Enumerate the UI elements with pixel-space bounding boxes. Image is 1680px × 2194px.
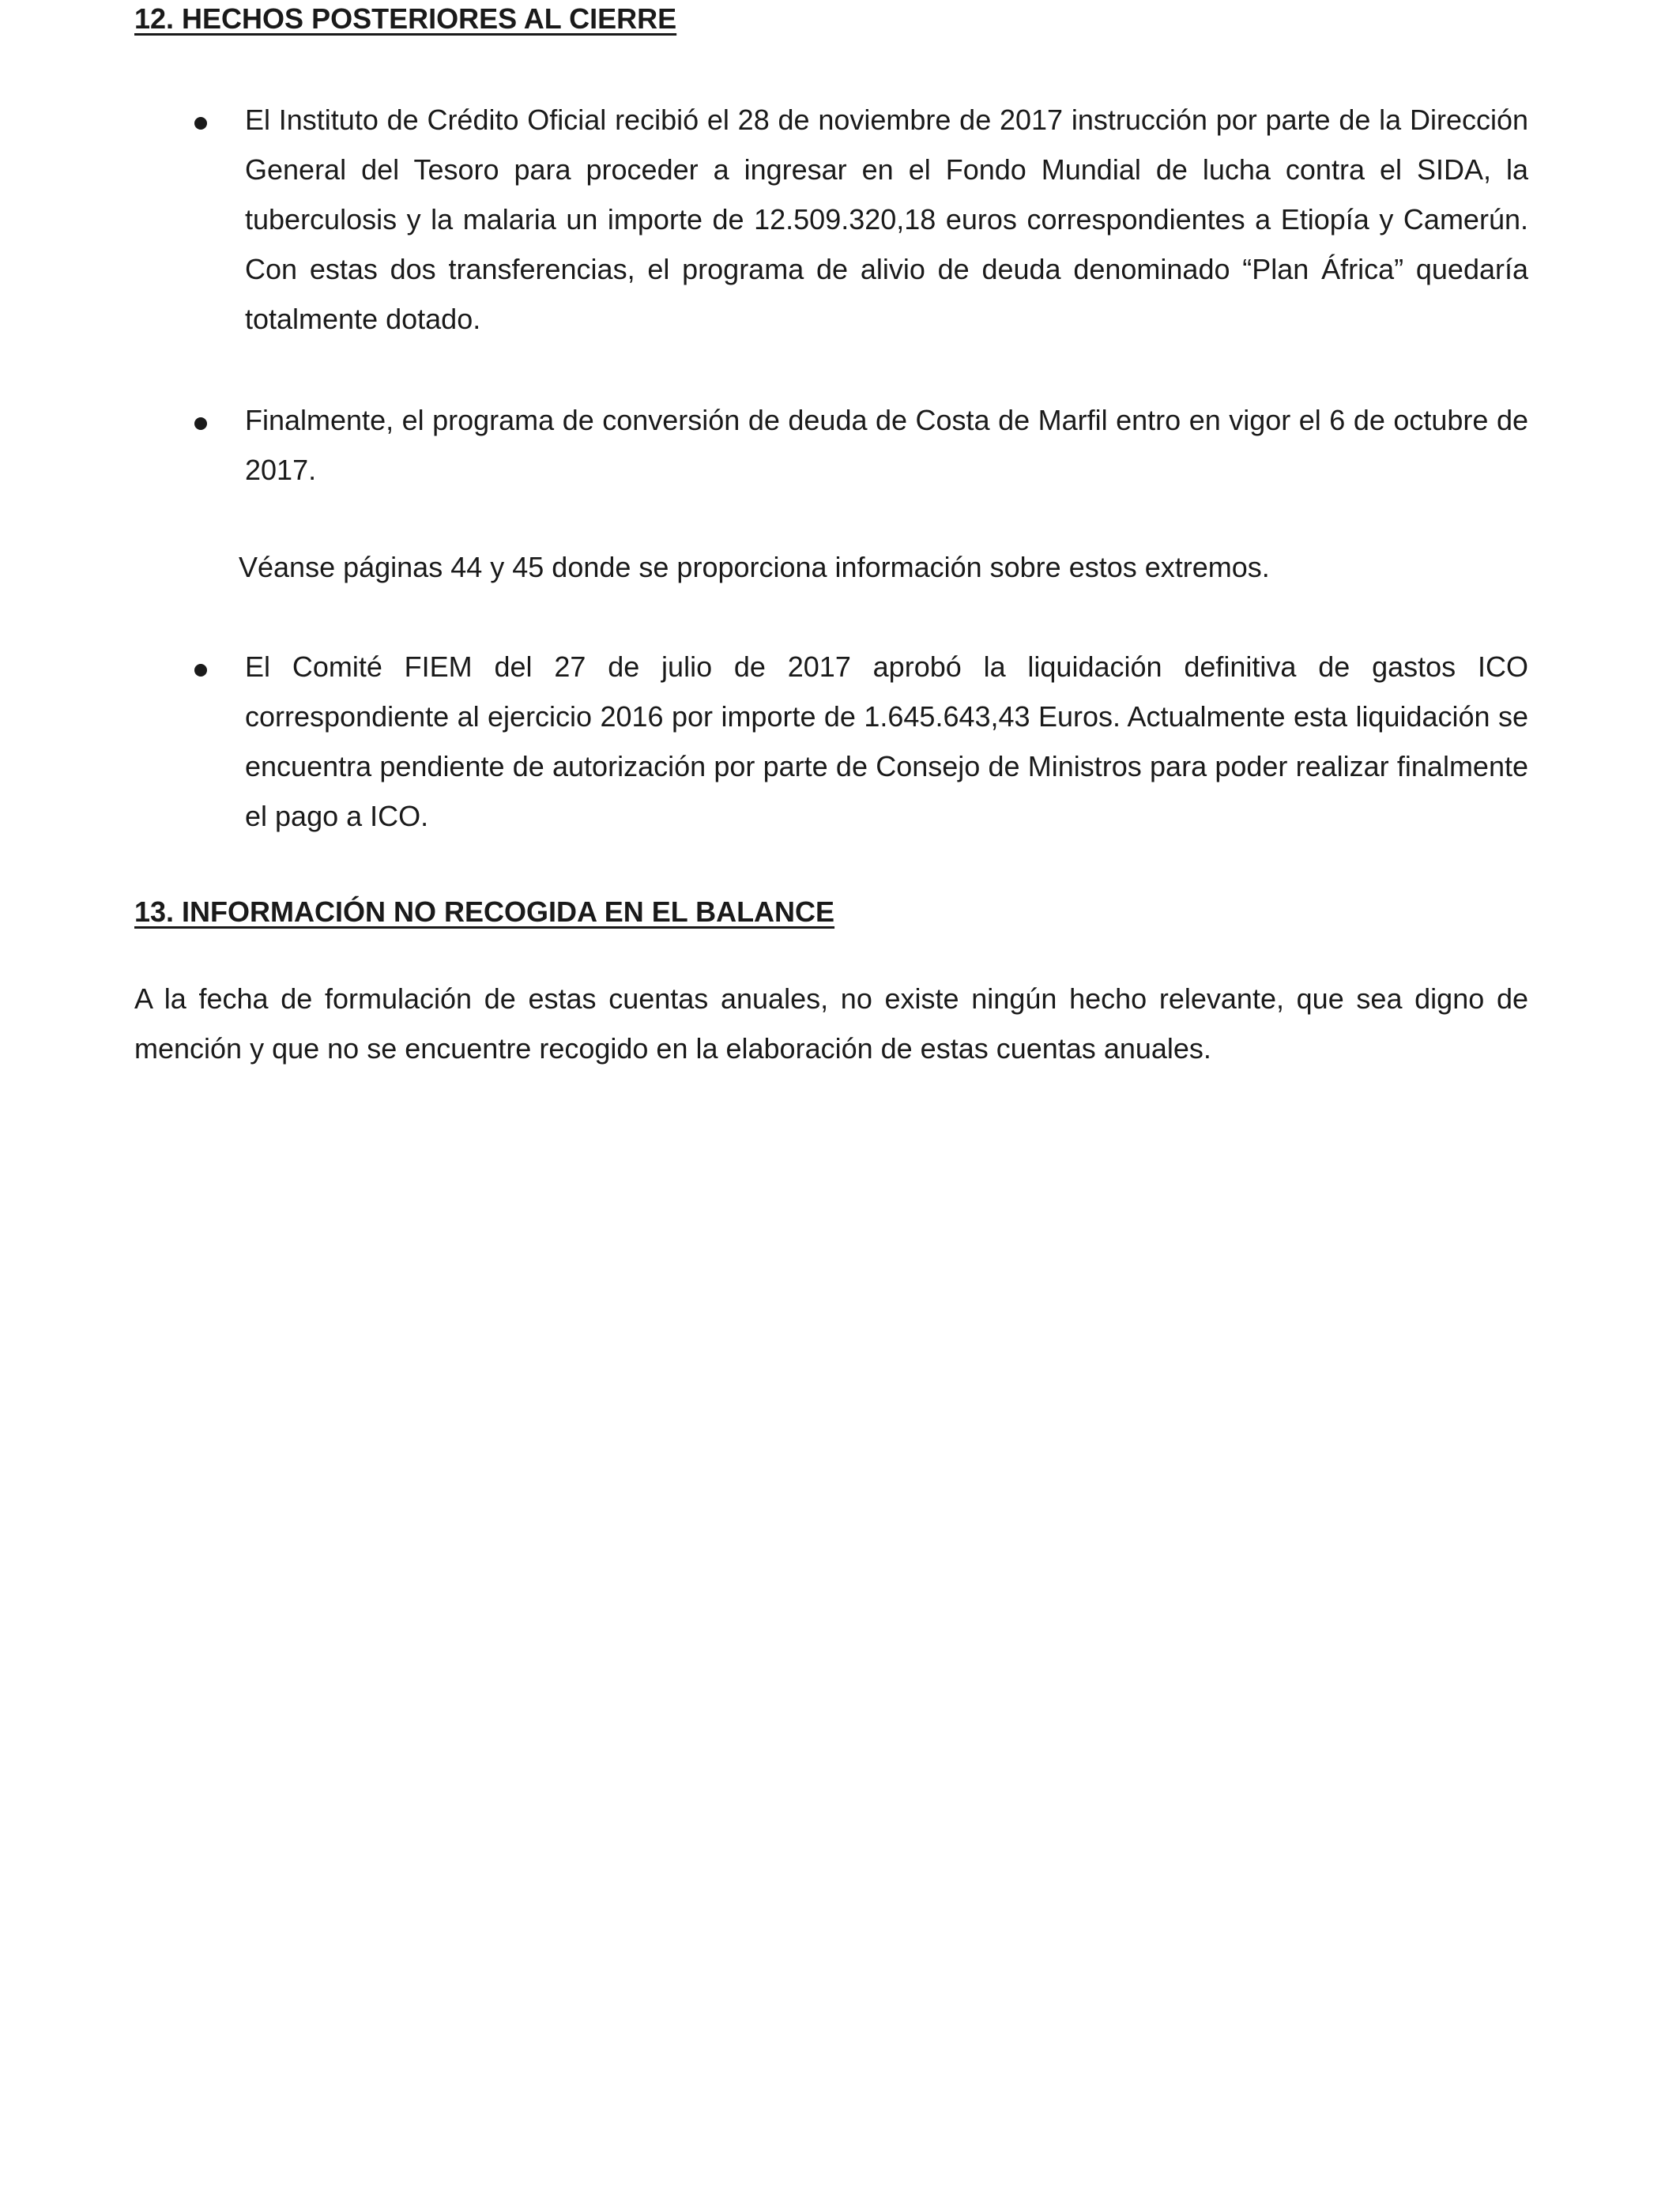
- bullet-text-2: Finalmente, el programa de conversión de deuda de Costa de Marfil entro en vigor el 6 de octubre de 2017.: [245, 404, 1528, 486]
- bullet-text-3: El Comité FIEM del 27 de julio de 2017 aprobó la liquidación definitiva de gastos ICO correspondiente al ejercicio 2016 por importe de 1.645.643,43 Euros. Actualmente esta liquidación se encuentra pendiente de autorización por parte de Consejo de Ministros para poder realizar finalmente el pago a ICO.: [245, 650, 1528, 832]
- section-13-heading: 13. INFORMACIÓN NO RECOGIDA EN EL BALANCE: [134, 895, 835, 928]
- bullet-text-1: El Instituto de Crédito Oficial recibió el 28 de noviembre de 2017 instrucción por parte de la Dirección General del Tesoro para proceder a ingresar en el Fondo Mundial de lucha contra el SIDA, la tuberculosis y la malaria un importe de 12.509.320,18 euros correspondientes a Etiopía y Camerún. Con estas dos transferencias, el programa de alivio de deuda denominado “Plan África” quedaría totalmente dotado.: [245, 104, 1528, 335]
- section-13-paragraph: A la fecha de formulación de estas cuentas anuales, no existe ningún hecho relevante, que sea digno de mención y que no se encuentre recogido en la elaboración de estas cuentas anuales.: [134, 982, 1528, 1065]
- bullet-item-2: [134, 395, 1528, 498]
- reference-note: Véanse páginas 44 y 45 donde se proporciona información sobre estos extremos.: [239, 551, 1270, 583]
- bullet-item-3: [134, 642, 1528, 847]
- bullet-icon: [194, 417, 207, 430]
- section-12-heading: 12. HECHOS POSTERIORES AL CIERRE: [134, 2, 677, 35]
- bullet-icon: [194, 117, 207, 130]
- bullet-icon: [194, 664, 207, 677]
- bullet-item-1: [134, 95, 1528, 348]
